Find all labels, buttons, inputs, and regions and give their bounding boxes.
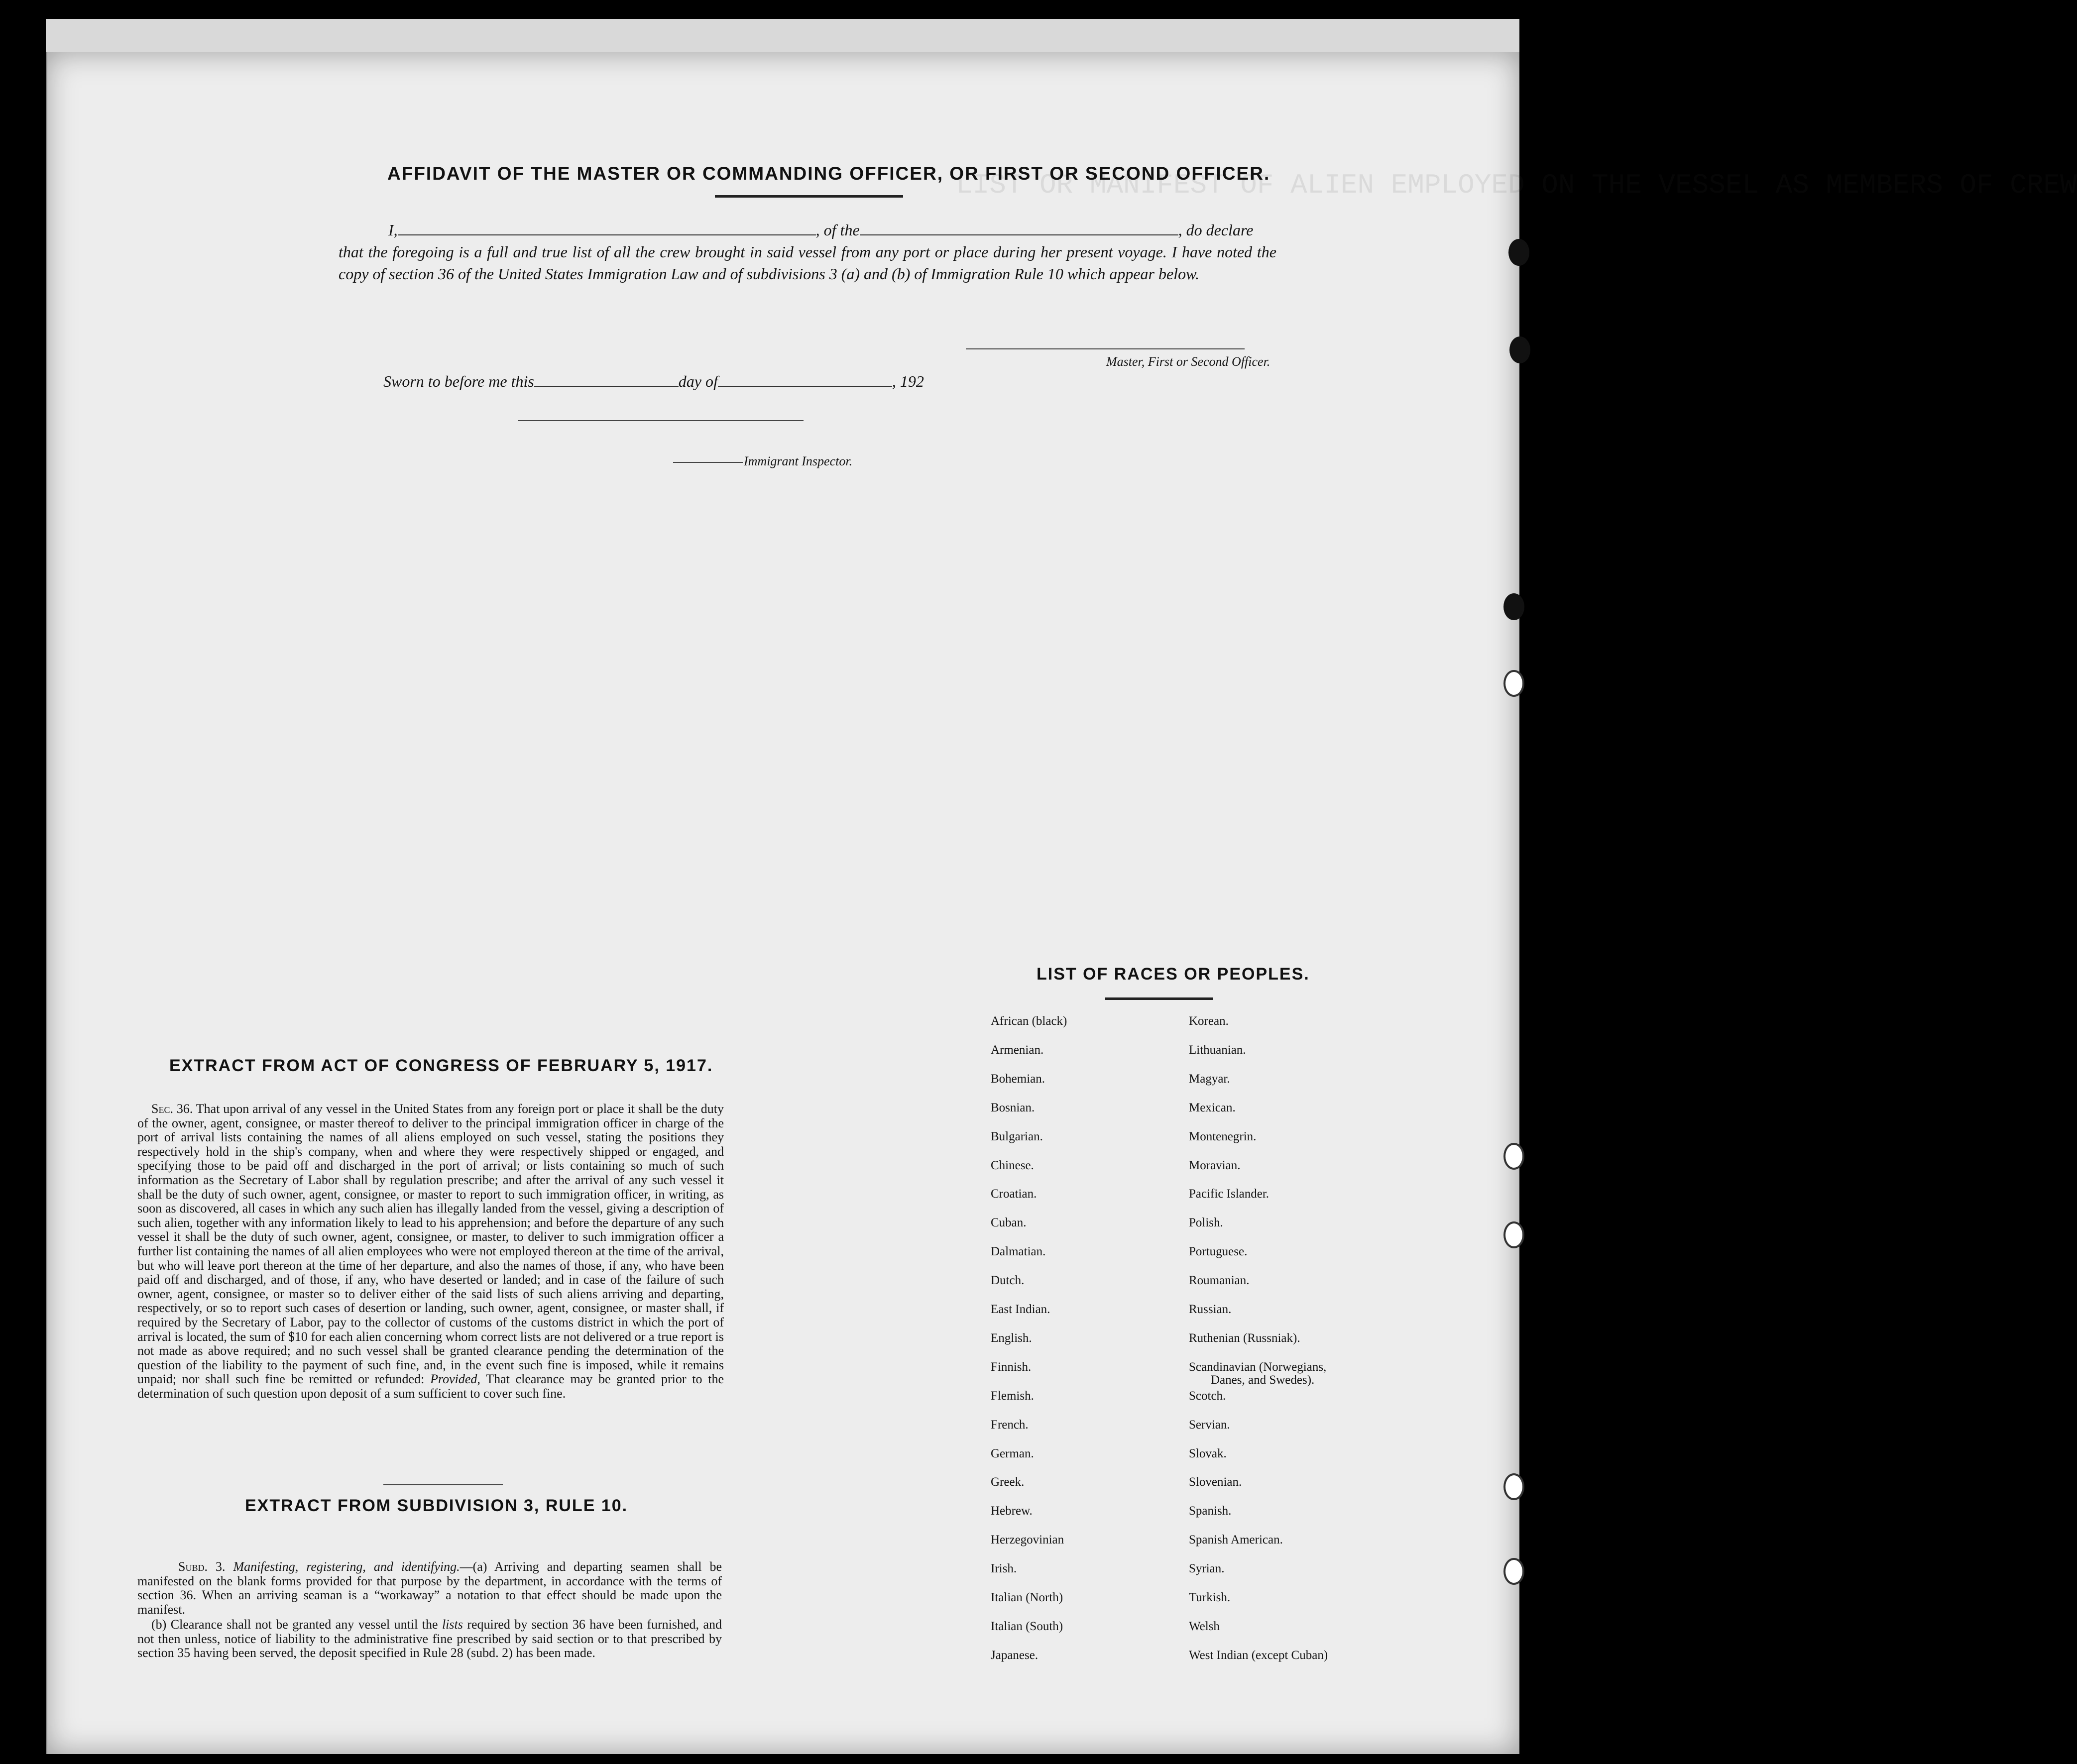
para-b-rest: required by section 36 have been furnished, and not then unless, notice of liability to the administrative fine prescribed by said section or to that prescribed by section 35 having been served, the deposit specified in Rule 28 (subd. 2) has been made. (137, 1617, 722, 1660)
race-right-item: Welsh (1189, 1619, 1220, 1633)
race-right-item: Mexican. (1189, 1101, 1236, 1114)
race-right-item: West Indian (except Cuban) (1189, 1648, 1328, 1662)
race-right-item: Turkish. (1189, 1591, 1231, 1604)
binder-hole-2 (1509, 336, 1530, 363)
subd-heading: Manifesting, registering, and identifying. (233, 1559, 460, 1574)
proviso-text: That clearance may be granted prior to the determination of such question upon deposit of a sum sufficient to cover such fine. (137, 1372, 724, 1401)
sworn-month-field[interactable] (718, 373, 892, 387)
race-left-item: Bohemian. (991, 1072, 1045, 1086)
race-left-item: Irish. (991, 1562, 1017, 1576)
affidavit-of-the: , of the (815, 221, 860, 239)
affidavit-body (339, 219, 1276, 285)
binder-hole-1 (1508, 239, 1529, 266)
subd-para-a: —(a) Arriving and departing seamen shall be manifested on the blank forms provided for that purpose by the department, in accordance with the terms of section 36. When an arriving seaman is a “workaway” a notation to that effect should be made upon the manifest. (137, 1559, 722, 1617)
extract-rule-title: EXTRACT FROM SUBDIVISION 3, RULE 10. (245, 1496, 628, 1515)
race-right-item: Montenegrin. (1189, 1129, 1257, 1143)
section-lead: Sec. 36. (151, 1102, 193, 1116)
name-field[interactable] (398, 221, 816, 235)
race-right-item: Servian. (1189, 1418, 1230, 1432)
race-left-item: Finnish. (991, 1360, 1032, 1374)
master-label: Master, First or Second Officer. (1106, 354, 1270, 369)
race-left-item: English. (991, 1331, 1032, 1345)
extract-divider (383, 1484, 503, 1485)
race-left-item: Bulgarian. (991, 1129, 1043, 1143)
binder-hole-5 (1503, 1143, 1524, 1170)
race-left-item: Italian (North) (991, 1591, 1063, 1604)
race-right-item: Roumanian. (1189, 1274, 1250, 1288)
binder-hole-4 (1503, 670, 1524, 697)
race-right-item: Moravian. (1189, 1158, 1241, 1172)
race-left-item: Dalmatian. (991, 1245, 1046, 1259)
binder-hole-6 (1503, 1221, 1524, 1248)
race-left-item: Bosnian. (991, 1101, 1035, 1114)
affidavit-paragraph: that the foregoing is a full and true list of all the crew brought in said vessel from any port or place during her present voyage. I have noted the copy of section 36 of the United States Immigration Law and of subdivisions 3 (a) and (b) of Immigration Rule 10 which appear below. (339, 243, 1276, 283)
rule-10-paragraph-a (137, 1560, 722, 1617)
inspector-signature-line (518, 420, 804, 421)
race-right-item: Scandinavian (Norwegians, (1189, 1360, 1327, 1374)
race-left-item: Japanese. (991, 1648, 1038, 1662)
race-right-item: Ruthenian (Russniak). (1189, 1331, 1300, 1345)
sworn-line (383, 372, 924, 391)
section-text: That upon arrival of any vessel in the United States from any foreign port or place it shall be the duty of the owner, agent, consignee, or master thereof to deliver to the principal immigration officer in charge of the port of arrival lists containing the names of all aliens employed on such vessel, stating the positions they respectively hold in the ship's company, when and where they were respectively shipped or engaged, and specifying those to be paid off and discharged in the port of arrival; or lists containing so much of such information as the Secretary of Labor shall by regulation prescribe; and after the arrival of any such vessel it shall be the duty of such owner, agent, consignee, or master to report to such immigration officer, in writing, as soon as discovered, all cases in which any such alien has illegally landed from the vessel, giving a description of such alien, together with any information likely to lead to his apprehension; and before the departure of any such vessel it shall be the duty of such owner, agent, consignee, or master, to deliver to such immigration officer a further list containing the names of all alien employees who were not employed thereon at the time of the arrival, but who will leave port thereon at the time of her departure, and also the names of those, if any, who have been paid off and discharged, and of those, if any, who have deserted or landed; and in case of the failure of such owner, agent, consignee, or master so to deliver either of the said lists of such aliens arriving and departing, respectively, or so to report such cases of desertion or landing, such owner, agent, consignee, or master shall, if required by the Secretary of Labor, pay to the collector of customs of the customs district in which the port of arrival is located, the sum of $10 for each alien concerning whom correct lists are not delivered or a true report is not made as above required; and no such vessel shall be granted clearance pending the determination of the question of the liability to the payment of such fine, and, in the event such fine is imposed, while it remains unpaid; nor shall such fine be remitted or refunded: (137, 1102, 724, 1387)
affidavit-i: I, (388, 221, 398, 239)
races-title-underline (1105, 997, 1213, 1000)
sworn-day-of: day of (678, 372, 718, 390)
binder-hole-8 (1503, 1558, 1524, 1585)
section-36-paragraph (137, 1102, 724, 1401)
race-left-item: Armenian. (991, 1043, 1044, 1057)
affidavit-title-underline (715, 195, 903, 198)
race-right-item: Russian. (1189, 1303, 1232, 1316)
race-left-item: African (black) (991, 1014, 1067, 1028)
race-left-item: Greek. (991, 1475, 1025, 1489)
race-left-item: Chinese. (991, 1158, 1034, 1172)
race-left-item: Flemish. (991, 1389, 1034, 1403)
race-left-item: Herzegovinian (991, 1533, 1064, 1547)
binder-hole-3 (1503, 593, 1524, 620)
proviso-word: Provided, (430, 1372, 480, 1387)
race-left-item: Dutch. (991, 1274, 1025, 1288)
para-b-prefix: (b) Clearance shall not be granted any vessel until the (151, 1617, 438, 1632)
race-right-item: Lithuanian. (1189, 1043, 1246, 1057)
race-right-item: Polish. (1189, 1216, 1223, 1230)
master-signature-line (966, 348, 1245, 349)
races-title: LIST OF RACES OR PEOPLES. (1037, 965, 1310, 984)
affidavit-declare: , do declare (1178, 221, 1254, 239)
race-left-item: German. (991, 1446, 1034, 1460)
extract-act-title: EXTRACT FROM ACT OF CONGRESS OF FEBRUARY 5, 1917. (169, 1056, 713, 1075)
rule-10-paragraph-b (137, 1618, 722, 1660)
page-top-flap (46, 19, 1519, 55)
sworn-day-field[interactable] (534, 373, 679, 387)
race-right-continuation: Danes, and Swedes). (1211, 1373, 1315, 1387)
subd-lead: Subd. 3. (178, 1559, 226, 1574)
race-right-item: Korean. (1189, 1014, 1229, 1028)
binder-hole-7 (1503, 1473, 1524, 1500)
inspector-short-line (673, 462, 743, 463)
race-left-item: Italian (South) (991, 1619, 1063, 1633)
race-right-item: Syrian. (1189, 1562, 1225, 1576)
affidavit-first-line (339, 219, 1276, 241)
race-left-item: Croatian. (991, 1187, 1037, 1201)
race-left-item: Cuban. (991, 1216, 1027, 1230)
race-right-item: Spanish. (1189, 1504, 1232, 1518)
race-right-item: Magyar. (1189, 1072, 1230, 1086)
race-right-item: Pacific Islander. (1189, 1187, 1269, 1201)
sworn-year: , 192 (892, 372, 924, 390)
race-right-item: Slovenian. (1189, 1475, 1242, 1489)
inspector-label: Immigrant Inspector. (744, 454, 853, 468)
race-right-item: Slovak. (1189, 1446, 1227, 1460)
affidavit-title: AFFIDAVIT OF THE MASTER OR COMMANDING OFFICER, OR FIRST OR SECOND OFFICER. (387, 163, 1270, 184)
para-b-lists: lists (442, 1617, 463, 1632)
race-left-item: French. (991, 1418, 1029, 1432)
race-right-item: Spanish American. (1189, 1533, 1283, 1547)
sworn-prefix: Sworn to before me this (383, 372, 534, 390)
race-left-item: East Indian. (991, 1303, 1050, 1316)
vessel-field[interactable] (860, 221, 1178, 235)
race-left-item: Hebrew. (991, 1504, 1033, 1518)
race-right-item: Portuguese. (1189, 1245, 1248, 1259)
bleed-through-ghost: LIST OR MANIFEST OF ALIEN EMPLOYED ON THE VESSEL AS MEMBERS OF CREW (956, 169, 2077, 201)
race-right-item: Scotch. (1189, 1389, 1226, 1403)
